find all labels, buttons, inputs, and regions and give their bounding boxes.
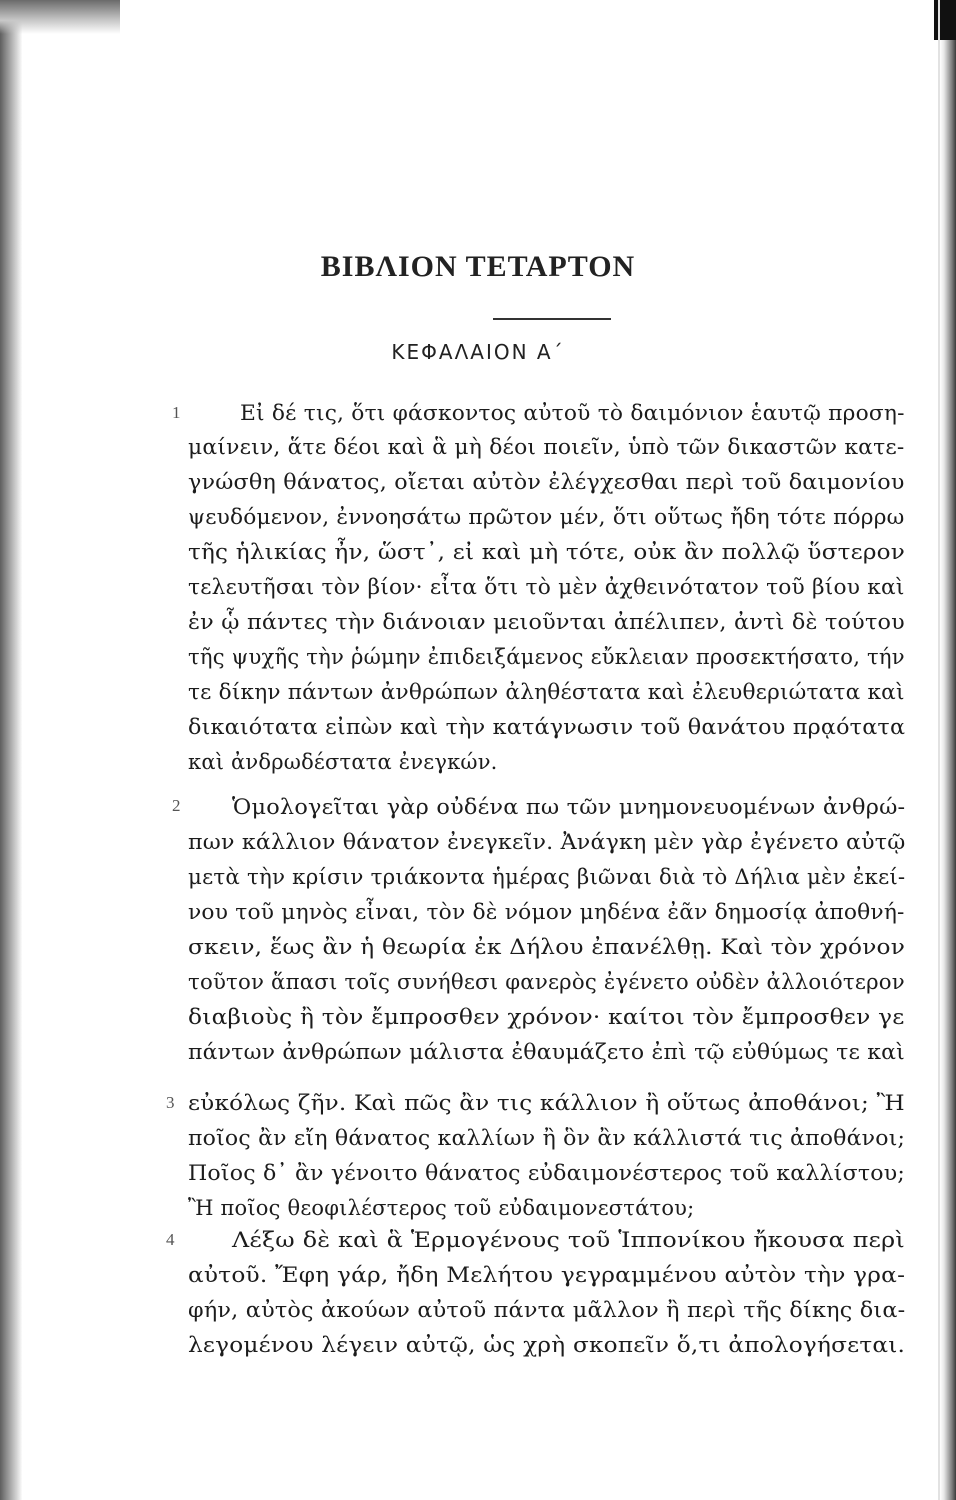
text-line: ἐν ᾧ πάντες τὴν διάνοιαν μειοῦνται ἀπέλιπεν, ἀντὶ δὲ τούτου — [188, 610, 905, 634]
text-line: Λέξω δὲ καὶ ἃ Ἑρμογένους τοῦ Ἱππονίκου ἤκουσα περὶ — [232, 1228, 905, 1252]
text-line: διαβιοὺς ἢ τὸν ἔμπροσθεν χρόνον· καίτοι τὸν ἔμπροσθεν γε — [188, 1005, 905, 1029]
text-line: λεγομένου λέγειν αὐτῷ, ὡς χρὴ σκοπεῖν ὅ,τι ἀπολογήσεται. — [188, 1333, 906, 1357]
text-line: Ἢ ποῖος θεοφιλέστερος τοῦ εὐδαιμονεστάτου; — [188, 1196, 695, 1220]
text-line: τῆς ἡλικίας ἦν, ὥστ᾽, εἰ καὶ μὴ τότε, οὐκ ἂν πολλῷ ὕστερον — [188, 540, 906, 564]
text-line: πάντων ἀνθρώπων μάλιστα ἐθαυμάζετο ἐπὶ τῷ εὐθύμως τε καὶ — [188, 1040, 905, 1064]
text-line: δικαιότατα εἰπὼν καὶ τὴν κατάγνωσιν τοῦ θανάτου πρᾳότατα — [188, 715, 906, 739]
text-line: ποῖος ἂν εἴη θάνατος καλλίων ἢ ὃν ἂν κάλλιστά τις ἀποθάνοι; — [188, 1126, 906, 1150]
text-line: Εἰ δέ τις, ὅτι φάσκοντος αὐτοῦ τὸ δαιμόνιον ἑαυτῷ προση- — [240, 401, 905, 425]
book-title: ΒΙΒΛΙΟΝ ΤΕΤΑΡΤΟΝ — [320, 250, 636, 283]
text-line: τοῦτον ἅπασι τοῖς συνήθεσι φανερὸς ἐγένετο οὐδὲν ἀλλοιότερον — [188, 970, 905, 994]
text-line: φήν, αὐτὸς ἀκούων αὐτοῦ πάντα μᾶλλον ἢ περὶ τῆς δίκης δια- — [188, 1298, 906, 1322]
page-edge — [938, 0, 940, 1500]
scan-right-edge — [940, 0, 956, 1500]
text-line: Ὁμολογεῖται γὰρ οὐδένα πω τῶν μνημονευομένων ἀνθρώ- — [232, 795, 906, 819]
text-line: Ποῖος δ᾽ ἂν γένοιτο θάνατος εὐδαιμονέστερος τοῦ καλλίστου; — [188, 1161, 905, 1185]
text-line: εὐκόλως ζῆν. Καὶ πῶς ἂν τις κάλλιον ἢ οὕτως ἀποθάνοι; Ἢ — [188, 1091, 905, 1115]
text-line: καὶ ἀνδρωδέστατα ἐνεγκών. — [188, 750, 498, 774]
text-line: τε δίκην πάντων ἀνθρώπων ἀληθέστατα καὶ ἐλευθεριώτατα καὶ — [188, 680, 905, 704]
text-line: νου τοῦ μηνὸς εἶναι, τὸν δὲ νόμον μηδένα ἐᾶν δημοσίᾳ ἀποθνή- — [188, 900, 905, 924]
title-rule — [493, 318, 611, 320]
chapter-heading: ΚΕΦΑΛΑΙΟΝ Α΄ — [391, 340, 565, 364]
scan-top-shadow — [0, 0, 120, 34]
text-line: ψευδόμενον, ἐννοησάτω πρῶτον μέν, ὅτι οὕτως ἤδη τότε πόρρω — [188, 505, 905, 529]
text-line: γνώσθη θάνατος, οἴεται αὐτὸν ἐλέγχεσθαι περὶ τοῦ δαιμονίου — [188, 470, 905, 494]
text-line: τελευτῆσαι τὸν βίον· εἶτα ὅτι τὸ μὲν ἀχθεινότατον τοῦ βίου καὶ — [188, 575, 905, 599]
paragraph-number: 4 — [166, 1230, 175, 1249]
scan-left-edge — [0, 0, 22, 1500]
text-line: αὐτοῦ. Ἔφη γάρ, ἤδη Μελήτου γεγραμμένου αὐτὸν τὴν γρα- — [188, 1263, 906, 1287]
text-line: πων κάλλιον θάνατον ἐνεγκεῖν. Ἀνάγκη μὲν γὰρ ἐγένετο αὐτῷ — [188, 830, 906, 854]
text-line: μαίνειν, ἅτε δέοι καὶ ἃ μὴ δέοι ποιεῖν, ὑπὸ τῶν δικαστῶν κατε- — [188, 435, 905, 459]
paragraph-number: 1 — [172, 403, 181, 422]
text-line: σκειν, ἕως ἂν ἡ θεωρία ἐκ Δήλου ἐπανέλθῃ. Καὶ τὸν χρόνον — [188, 935, 906, 959]
text-line: μετὰ τὴν κρίσιν τριάκοντα ἡμέρας βιῶναι διὰ τὸ Δήλια μὲν ἐκεί- — [188, 865, 906, 889]
text-line: τῆς ψυχῆς τὴν ῥώμην ἐπιδειξάμενος εὔκλειαν προσεκτήσατο, τήν — [188, 645, 905, 669]
paragraph-number: 2 — [172, 796, 181, 815]
paragraph-number: 3 — [166, 1093, 175, 1112]
